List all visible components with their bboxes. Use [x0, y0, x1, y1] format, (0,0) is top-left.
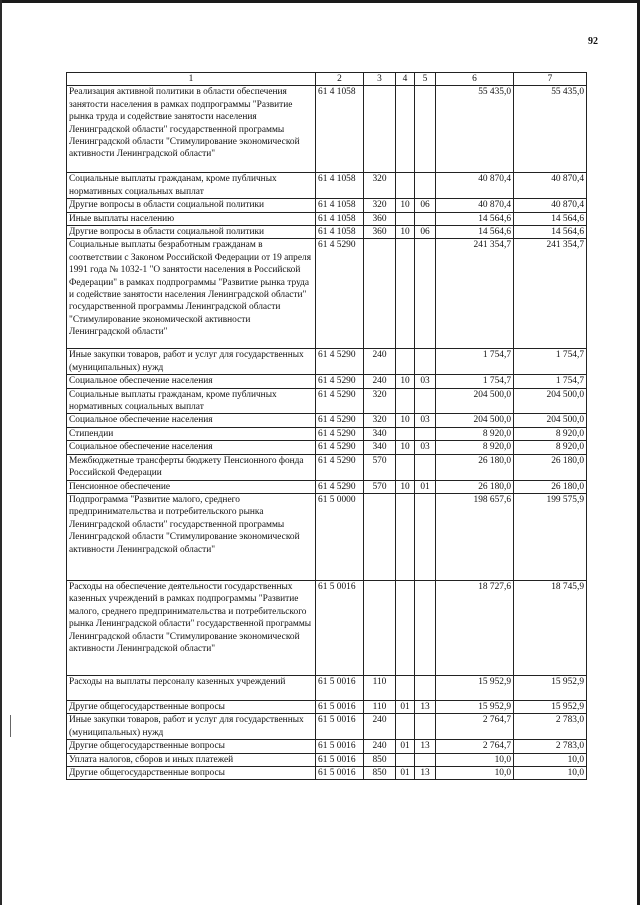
row-amount-1: 40 870,4	[436, 173, 514, 199]
row-vr-code: 320	[364, 199, 396, 212]
row-csr-code: 61 5 0016	[316, 675, 364, 700]
row-csr-code: 61 5 0016	[316, 766, 364, 779]
row-name: Другие общегосударственные вопросы	[67, 766, 316, 779]
row-rz-code	[396, 714, 415, 740]
row-amount-2: 14 564,6	[514, 226, 587, 239]
row-amount-1: 10,0	[436, 753, 514, 766]
table-row	[67, 454, 587, 480]
row-pr-code: 13	[415, 740, 436, 753]
row-vr-code: 850	[364, 766, 396, 779]
table-row	[67, 700, 587, 713]
row-rz-code	[396, 580, 415, 675]
row-amount-1: 1 754,7	[436, 375, 514, 388]
row-pr-code: 03	[415, 414, 436, 427]
row-name: Подпрограмма "Развитие малого, среднего предпринимательства и потребительского рынка Ленинградской области" государственной программы Ленинградской области "Стимулирование экономической активности Ленинградской области"	[67, 493, 316, 580]
header-col-5: 5	[415, 73, 436, 86]
row-name: Расходы на выплаты персоналу казенных учреждений	[67, 675, 316, 700]
row-amount-1: 18 727,6	[436, 580, 514, 675]
row-amount-2: 15 952,9	[514, 700, 587, 713]
row-csr-code: 61 4 5290	[316, 454, 364, 480]
row-vr-code	[364, 493, 396, 580]
row-amount-1: 8 920,0	[436, 441, 514, 454]
row-vr-code: 110	[364, 675, 396, 700]
row-rz-code: 10	[396, 480, 415, 493]
row-pr-code	[415, 580, 436, 675]
row-pr-code	[415, 173, 436, 199]
row-amount-1: 26 180,0	[436, 454, 514, 480]
row-name: Стипендии	[67, 427, 316, 440]
row-amount-1: 15 952,9	[436, 700, 514, 713]
row-amount-2: 241 354,7	[514, 239, 587, 349]
row-amount-2: 26 180,0	[514, 480, 587, 493]
row-amount-2: 26 180,0	[514, 454, 587, 480]
table-row	[67, 753, 587, 766]
table-row	[67, 414, 587, 427]
row-vr-code: 240	[364, 714, 396, 740]
row-csr-code: 61 5 0016	[316, 740, 364, 753]
table-row	[67, 226, 587, 239]
budget-table	[66, 72, 587, 780]
row-amount-1: 15 952,9	[436, 675, 514, 700]
row-name: Пенсионное обеспечение	[67, 480, 316, 493]
row-amount-2: 8 920,0	[514, 441, 587, 454]
table-row	[67, 580, 587, 675]
row-amount-1: 55 435,0	[436, 86, 514, 173]
row-rz-code: 10	[396, 441, 415, 454]
table-row	[67, 86, 587, 173]
row-name: Социальное обеспечение населения	[67, 441, 316, 454]
row-pr-code	[415, 388, 436, 414]
row-vr-code: 360	[364, 226, 396, 239]
row-amount-2: 204 500,0	[514, 414, 587, 427]
row-name: Социальные выплаты гражданам, кроме публичных нормативных социальных выплат	[67, 173, 316, 199]
row-pr-code	[415, 753, 436, 766]
row-rz-code	[396, 173, 415, 199]
row-amount-2: 40 870,4	[514, 199, 587, 212]
row-amount-1: 2 764,7	[436, 714, 514, 740]
row-amount-1: 204 500,0	[436, 414, 514, 427]
row-amount-2: 55 435,0	[514, 86, 587, 173]
row-rz-code: 10	[396, 414, 415, 427]
row-vr-code: 110	[364, 700, 396, 713]
table-header-row	[67, 73, 587, 86]
table-row	[67, 239, 587, 349]
row-vr-code: 340	[364, 427, 396, 440]
row-rz-code	[396, 86, 415, 173]
row-name: Иные закупки товаров, работ и услуг для государственных (муниципальных) нужд	[67, 349, 316, 375]
row-rz-code	[396, 454, 415, 480]
table-row	[67, 441, 587, 454]
row-rz-code: 01	[396, 766, 415, 779]
row-name: Расходы на обеспечение деятельности государственных казенных учреждений в рамках подпрограммы "Развитие малого, среднего предпринимательства и потребительского рынка Ленинградской области" государственной программы Ленинградской области "Стимулирование экономической активности Ленинградской области"	[67, 580, 316, 675]
table-row	[67, 199, 587, 212]
row-amount-2: 1 754,7	[514, 375, 587, 388]
row-amount-1: 198 657,6	[436, 493, 514, 580]
header-col-1: 1	[67, 73, 316, 86]
row-pr-code	[415, 212, 436, 225]
row-csr-code: 61 4 5290	[316, 239, 364, 349]
row-vr-code: 360	[364, 212, 396, 225]
row-csr-code: 61 4 5290	[316, 414, 364, 427]
row-pr-code: 13	[415, 766, 436, 779]
row-amount-1: 40 870,4	[436, 199, 514, 212]
row-csr-code: 61 4 5290	[316, 480, 364, 493]
table-row	[67, 212, 587, 225]
row-name: Уплата налогов, сборов и иных платежей	[67, 753, 316, 766]
row-amount-1: 2 764,7	[436, 740, 514, 753]
row-name: Социальное обеспечение населения	[67, 375, 316, 388]
row-pr-code: 03	[415, 375, 436, 388]
table-row	[67, 349, 587, 375]
table-row	[67, 493, 587, 580]
row-pr-code	[415, 86, 436, 173]
row-pr-code	[415, 349, 436, 375]
header-col-3: 3	[364, 73, 396, 86]
scan-artifact	[10, 715, 11, 737]
table-row	[67, 740, 587, 753]
row-csr-code: 61 4 1058	[316, 86, 364, 173]
row-vr-code: 570	[364, 480, 396, 493]
row-rz-code: 10	[396, 199, 415, 212]
row-rz-code: 01	[396, 740, 415, 753]
row-pr-code: 03	[415, 441, 436, 454]
row-amount-2: 2 783,0	[514, 714, 587, 740]
row-name: Другие вопросы в области социальной политики	[67, 199, 316, 212]
scan-border-top	[0, 0, 640, 3]
row-amount-1: 14 564,6	[436, 212, 514, 225]
row-name: Социальные выплаты гражданам, кроме публичных нормативных социальных выплат	[67, 388, 316, 414]
row-amount-2: 2 783,0	[514, 740, 587, 753]
row-amount-1: 26 180,0	[436, 480, 514, 493]
row-amount-2: 18 745,9	[514, 580, 587, 675]
row-csr-code: 61 5 0016	[316, 753, 364, 766]
row-pr-code	[415, 675, 436, 700]
row-name: Другие вопросы в области социальной политики	[67, 226, 316, 239]
row-amount-1: 204 500,0	[436, 388, 514, 414]
row-vr-code: 240	[364, 740, 396, 753]
row-csr-code: 61 4 5290	[316, 441, 364, 454]
row-vr-code: 320	[364, 388, 396, 414]
row-amount-1: 1 754,7	[436, 349, 514, 375]
row-csr-code: 61 4 5290	[316, 427, 364, 440]
row-name: Социальные выплаты безработным гражданам в соответствии с Законом Российской Федерации от 19 апреля 1991 года № 1032-1 "О занятости населения в Российской Федерации" в рамках подпрограммы "Развитие рынка труда и содействие занятости населения Ленинградской области" государственной программы Ленинградской области "Стимулирование экономической активности Ленинградской области"	[67, 239, 316, 349]
scan-border-left	[0, 0, 2, 905]
row-vr-code	[364, 86, 396, 173]
row-amount-1: 14 564,6	[436, 226, 514, 239]
row-csr-code: 61 4 5290	[316, 375, 364, 388]
row-csr-code: 61 4 1058	[316, 199, 364, 212]
row-rz-code	[396, 212, 415, 225]
row-vr-code: 570	[364, 454, 396, 480]
row-pr-code: 06	[415, 199, 436, 212]
row-rz-code	[396, 493, 415, 580]
row-rz-code: 10	[396, 375, 415, 388]
row-rz-code	[396, 753, 415, 766]
row-csr-code: 61 4 5290	[316, 349, 364, 375]
row-name: Другие общегосударственные вопросы	[67, 740, 316, 753]
row-rz-code	[396, 427, 415, 440]
row-vr-code: 320	[364, 414, 396, 427]
row-csr-code: 61 5 0016	[316, 700, 364, 713]
row-amount-1: 10,0	[436, 766, 514, 779]
row-pr-code: 13	[415, 700, 436, 713]
row-pr-code: 06	[415, 226, 436, 239]
row-name: Иные закупки товаров, работ и услуг для государственных (муниципальных) нужд	[67, 714, 316, 740]
header-col-7: 7	[514, 73, 587, 86]
row-amount-1: 8 920,0	[436, 427, 514, 440]
row-vr-code	[364, 239, 396, 349]
header-col-4: 4	[396, 73, 415, 86]
row-name: Социальное обеспечение населения	[67, 414, 316, 427]
table-row	[67, 375, 587, 388]
row-name: Межбюджетные трансферты бюджету Пенсионного фонда Российской Федерации	[67, 454, 316, 480]
row-amount-2: 10,0	[514, 753, 587, 766]
row-name: Другие общегосударственные вопросы	[67, 700, 316, 713]
row-name: Иные выплаты населению	[67, 212, 316, 225]
row-vr-code: 240	[364, 349, 396, 375]
row-pr-code	[415, 239, 436, 349]
row-amount-2: 10,0	[514, 766, 587, 779]
row-amount-2: 40 870,4	[514, 173, 587, 199]
row-rz-code	[396, 675, 415, 700]
row-pr-code: 01	[415, 480, 436, 493]
row-amount-1: 241 354,7	[436, 239, 514, 349]
row-vr-code: 320	[364, 173, 396, 199]
row-amount-2: 8 920,0	[514, 427, 587, 440]
row-pr-code	[415, 714, 436, 740]
row-pr-code	[415, 493, 436, 580]
row-name: Реализация активной политики в области обеспечения занятости населения в рамках подпрограммы "Развитие рынка труда и содействие занятости населения Ленинградской области" государственной программы Ленинградской области "Стимулирование экономической активности Ленинградской области"	[67, 86, 316, 173]
row-csr-code: 61 4 1058	[316, 212, 364, 225]
row-rz-code: 10	[396, 226, 415, 239]
row-csr-code: 61 4 5290	[316, 388, 364, 414]
row-vr-code	[364, 580, 396, 675]
row-csr-code: 61 4 1058	[316, 226, 364, 239]
row-rz-code: 01	[396, 700, 415, 713]
row-csr-code: 61 5 0016	[316, 580, 364, 675]
row-rz-code	[396, 349, 415, 375]
table-row	[67, 388, 587, 414]
table-row	[67, 714, 587, 740]
row-amount-2: 204 500,0	[514, 388, 587, 414]
row-vr-code: 340	[364, 441, 396, 454]
table-row	[67, 427, 587, 440]
header-col-2: 2	[316, 73, 364, 86]
table-row	[67, 675, 587, 700]
row-vr-code: 240	[364, 375, 396, 388]
table-row	[67, 480, 587, 493]
row-vr-code: 850	[364, 753, 396, 766]
row-rz-code	[396, 239, 415, 349]
row-amount-2: 14 564,6	[514, 212, 587, 225]
table-row	[67, 766, 587, 779]
row-csr-code: 61 4 1058	[316, 173, 364, 199]
header-col-6: 6	[436, 73, 514, 86]
table-row	[67, 173, 587, 199]
row-amount-2: 199 575,9	[514, 493, 587, 580]
row-csr-code: 61 5 0016	[316, 714, 364, 740]
row-amount-2: 1 754,7	[514, 349, 587, 375]
row-rz-code	[396, 388, 415, 414]
row-pr-code	[415, 454, 436, 480]
row-pr-code	[415, 427, 436, 440]
row-amount-2: 15 952,9	[514, 675, 587, 700]
page-number: 92	[588, 36, 598, 47]
row-csr-code: 61 5 0000	[316, 493, 364, 580]
